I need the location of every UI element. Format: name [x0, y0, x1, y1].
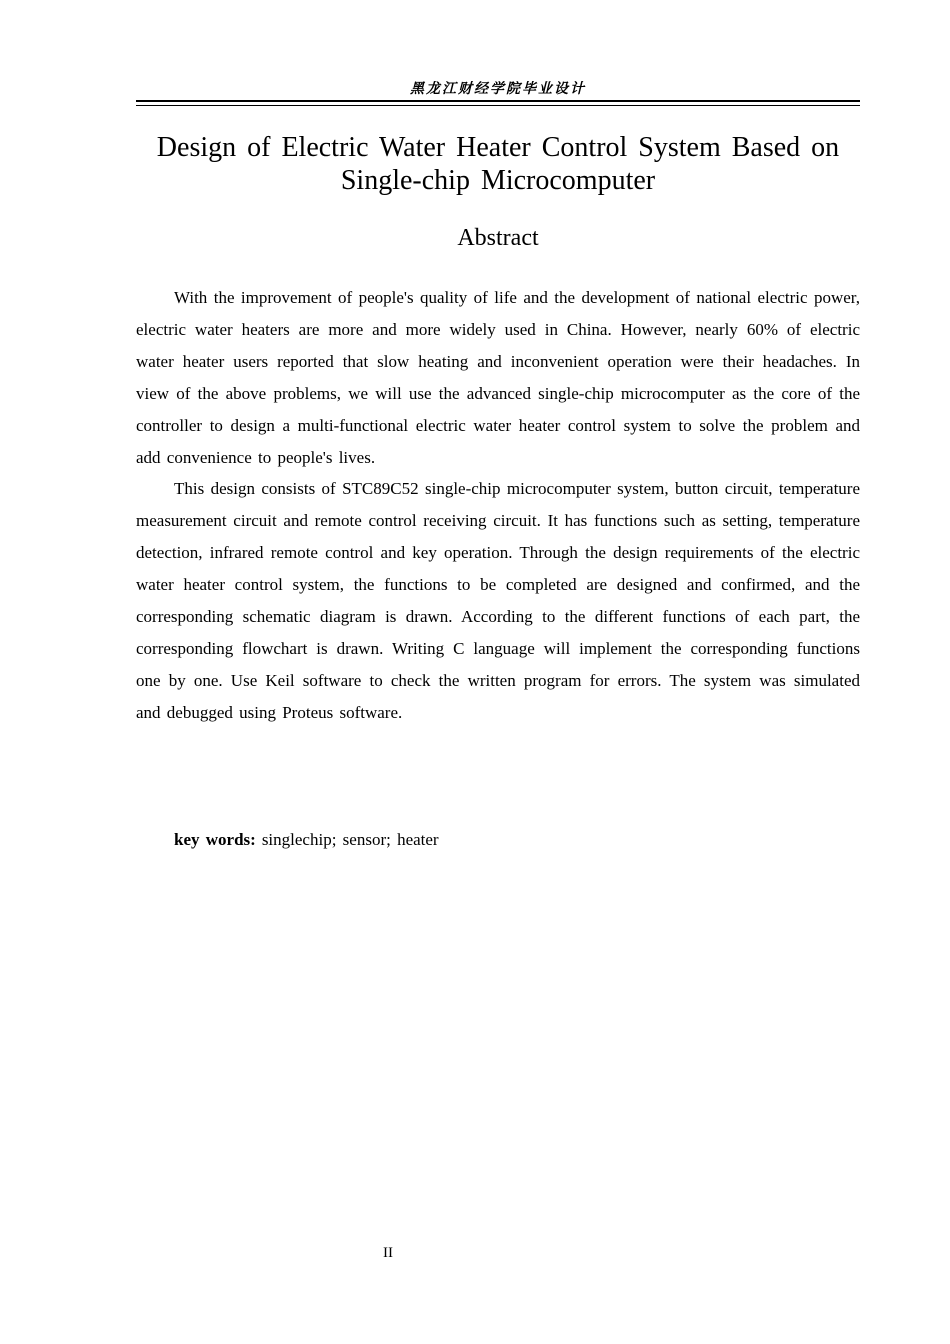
- header-rule-thin: [136, 105, 860, 106]
- keywords-label: key words:: [174, 830, 256, 849]
- running-header: 黑龙江财经学院毕业设计: [410, 81, 586, 97]
- header-rule-thick: [136, 100, 860, 102]
- abstract-body: [136, 282, 860, 729]
- page-number: II: [383, 1245, 393, 1261]
- document-title: Design of Electric Water Heater Control System Based on Single-chip Microcomputer: [156, 132, 840, 196]
- keywords-line: [174, 825, 439, 855]
- keywords-list: singlechip; sensor; heater: [261, 830, 439, 849]
- abstract-paragraph-2: This design consists of STC89C52 single-chip microcomputer system, button circuit, temperature measurement circuit and remote control receiving circuit. It has functions such as setting, temperature detection, infrared remote control and key operation. Through the design requirements of the electric water heater control system, the functions to be completed are designed and confirmed, and the corresponding schematic diagram is drawn. According to the different functions of each part, the corresponding flowchart is drawn. Writing C language will implement the corresponding functions one by one. Use Keil software to check the written program for errors. The system was simulated and debugged using Proteus software.: [136, 479, 860, 722]
- abstract-paragraph-1: With the improvement of people's quality of life and the development of national electric power, electric water heaters are more and more widely used in China. However, nearly 60% of electric water heater users reported that slow heating and inconvenient operation were their headaches. In view of the above problems, we will use the advanced single-chip microcomputer as the core of the controller to design a multi-functional electric water heater control system to solve the problem and add convenience to people's lives.: [136, 288, 860, 467]
- abstract-heading: Abstract: [457, 225, 539, 251]
